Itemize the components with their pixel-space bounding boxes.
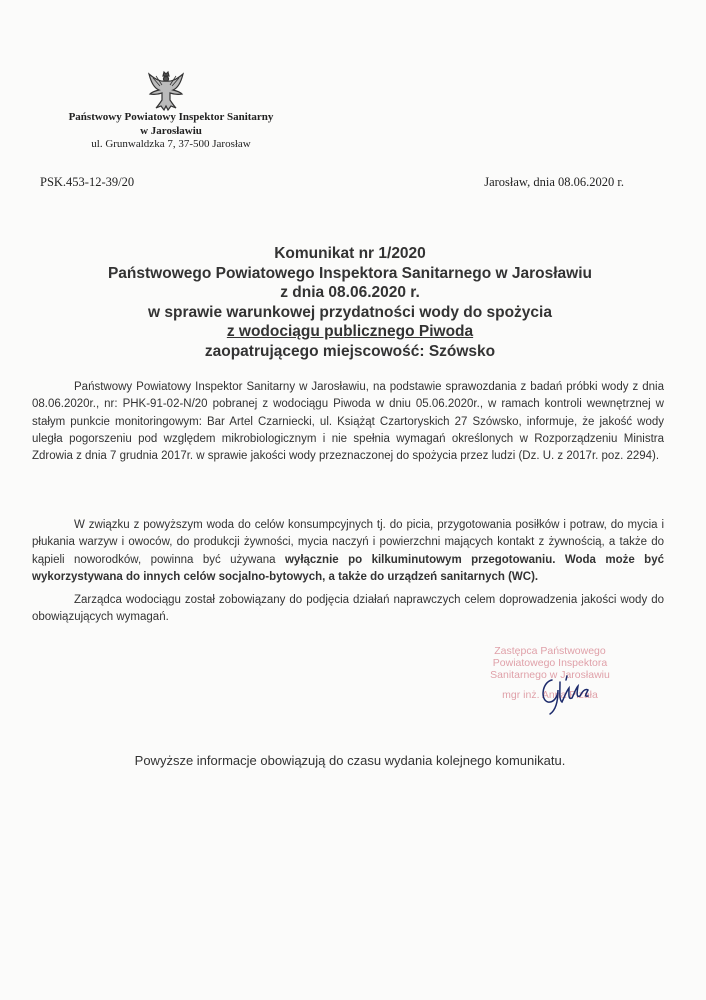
stamp-line-1: Zastępca Państwowego: [494, 645, 606, 657]
paragraph-2: [32, 517, 664, 586]
reference-number: PSK.453-12-39/20: [40, 175, 135, 189]
org-name: Państwowy Powiatowy Inspektor Sanitarny: [68, 111, 274, 123]
issuer-block: [60, 111, 282, 152]
title-line-6: zaopatrującego miejscowość: Szówsko: [204, 342, 496, 360]
org-address: ul. Grunwaldzka 7, 37-500 Jarosław: [91, 138, 251, 150]
org-location: w Jarosławiu: [140, 124, 202, 137]
paragraph-2-bold-text: wyłącznie po kilkuminutowym przegotowaniu. Woda może być wykorzystywana do innych celów socjalno-bytowych, a także do urządzeń sanitarnych (WC).: [32, 553, 664, 583]
polish-eagle-emblem-icon: [147, 70, 185, 114]
paragraph-3-text: Zarządca wodociągu został zobowiązany do podjęcia działań naprawczych celem doprowadzenia jakości wody do obowiązujących wymagań.: [32, 594, 664, 624]
title-line-3: z dnia 08.06.2020 r.: [280, 284, 420, 301]
paragraph-2-text: W związku z powyższym woda do celów konsumpcyjnych tj. do picia, przygotowania posiłków i potraw, do mycia i płukania warzyw i owoców, do produkcji żywności, mycia naczyń i powierzchni mających kontakt z żywnością, a także do kąpieli noworodków, powinna być używana: [32, 519, 664, 566]
footer-note: Powyższe informacje obowiązują do czasu wydania kolejnego komunikatu.: [134, 753, 566, 768]
handwritten-signature: [536, 670, 596, 718]
paragraph-1: [32, 379, 664, 465]
document-date: Jarosław, dnia 08.06.2020 r.: [484, 175, 624, 189]
stamp-line-4: mgr inż. Anna Pizała: [502, 689, 598, 701]
paragraph-1-text: Państwowy Powiatowy Inspektor Sanitarny w Jarosławiu, na podstawie sprawozdania z badań próbki wody z dnia 08.06.2020r., nr: PHK-91-02-N/20 pobranej z wodociągu Piwoda w dniu 05.06.2020r., w ramach kontroli wewnętrznej w stałym punkcie monitoringowym: Bar Artel Czarniecki, ul. Książąt Czartoryskich 27 Szówsko, informuje, że jakość wody uległa pogorszeniu pod względem mikrobiologicznym i nie spełnia wymagań określonych w Rozporządzeniu Ministra Zdrowia z dnia 7 grudnia 2017r. w sprawie jakości wody przeznaczonej do spożycia przez ludzi (Dz. U. z 2017r. poz. 2294).: [32, 381, 664, 463]
title-line-2: Państwowego Powiatowego Inspektora Sanitarnego w Jarosławiu: [107, 264, 593, 282]
title-line-5: z wodociągu publicznego Piwoda: [226, 323, 474, 340]
stamp-line-3: Sanitarnego w Jarosławiu: [490, 669, 610, 681]
document-title: [40, 244, 660, 361]
title-line-1: Komunikat nr 1/2020: [274, 245, 426, 262]
paragraph-3: [32, 592, 664, 627]
stamp-line-2: Powiatowego Inspektora: [492, 657, 608, 669]
title-line-4: w sprawie warunkowej przydatności wody do spożycia: [148, 303, 552, 321]
